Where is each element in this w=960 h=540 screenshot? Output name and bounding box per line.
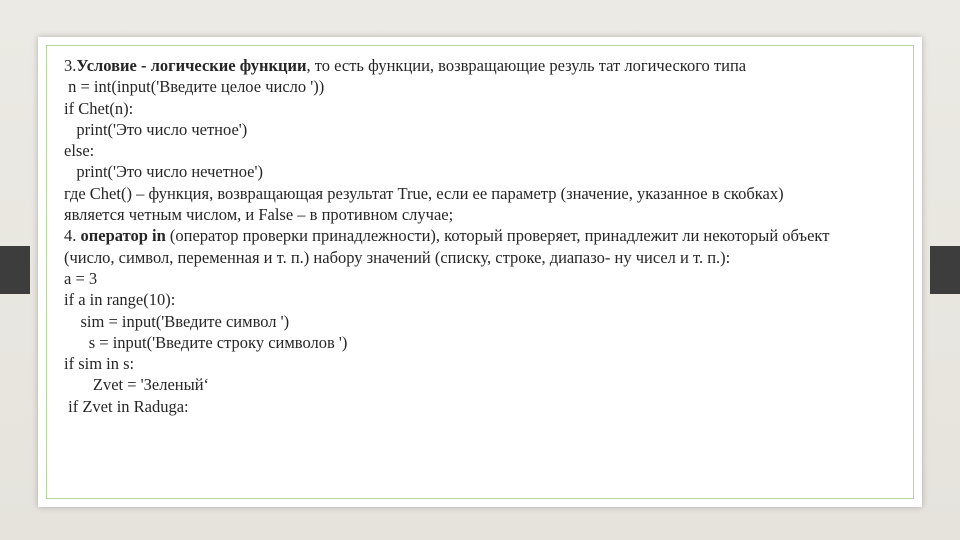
text-run: , то есть функции, возвращающие резуль тат логического типа bbox=[306, 56, 747, 75]
text-run: где Chet() – функция, возвращающая результат True, если ее параметр (значение, указанное в скобках) bbox=[64, 183, 784, 203]
text-line bbox=[64, 140, 904, 161]
text-line bbox=[64, 119, 904, 140]
text-run: print('Это число четное') bbox=[64, 119, 248, 139]
text-run: if Chet(n): bbox=[64, 98, 134, 118]
text-line bbox=[64, 289, 904, 310]
bold-text-run: Условие - логические функции bbox=[76, 56, 307, 75]
text-run: (оператор проверки принадлежности), который проверяет, принадлежит ли некоторый объект bbox=[165, 226, 830, 246]
text-line bbox=[64, 396, 904, 417]
text-line bbox=[64, 225, 904, 246]
text-line bbox=[64, 204, 904, 225]
text-run: a = 3 bbox=[64, 268, 98, 288]
text-line bbox=[64, 268, 904, 289]
slide-text-body bbox=[64, 55, 904, 417]
text-line bbox=[64, 183, 904, 204]
text-line bbox=[64, 332, 904, 353]
text-run: else: bbox=[64, 141, 95, 161]
text-line bbox=[64, 311, 904, 332]
text-line bbox=[64, 353, 904, 374]
left-edge-tab bbox=[0, 246, 30, 294]
text-run: Zvet = 'Зеленый‘ bbox=[64, 375, 210, 395]
text-line bbox=[64, 76, 904, 97]
text-run: 4. bbox=[64, 226, 81, 246]
text-run: n = int(input('Введите целое число ')) bbox=[64, 77, 329, 97]
text-run: if a in range(10): bbox=[64, 290, 176, 310]
text-run: 3. bbox=[64, 56, 77, 75]
text-line bbox=[64, 161, 904, 182]
text-line bbox=[64, 55, 904, 76]
text-run: является четным числом, и False – в противном случае; bbox=[64, 205, 454, 225]
bold-text-run: оператор in bbox=[80, 226, 166, 246]
text-run: print('Это число нечетное') bbox=[64, 162, 263, 182]
right-edge-tab bbox=[930, 246, 960, 294]
text-run: sim = input('Введите символ ') bbox=[64, 311, 290, 331]
text-run: if sim in s: bbox=[64, 354, 135, 374]
text-run: (число, символ, переменная и т. п.) набору значений (списку, строке, диапазо- ну чисел и т. п.): bbox=[64, 247, 731, 267]
text-line bbox=[64, 374, 904, 395]
text-run: s = input('Введите строку символов ') bbox=[64, 332, 348, 352]
text-run: if Zvet in Raduga: bbox=[64, 396, 189, 416]
text-line bbox=[64, 98, 904, 119]
text-line bbox=[64, 247, 904, 268]
